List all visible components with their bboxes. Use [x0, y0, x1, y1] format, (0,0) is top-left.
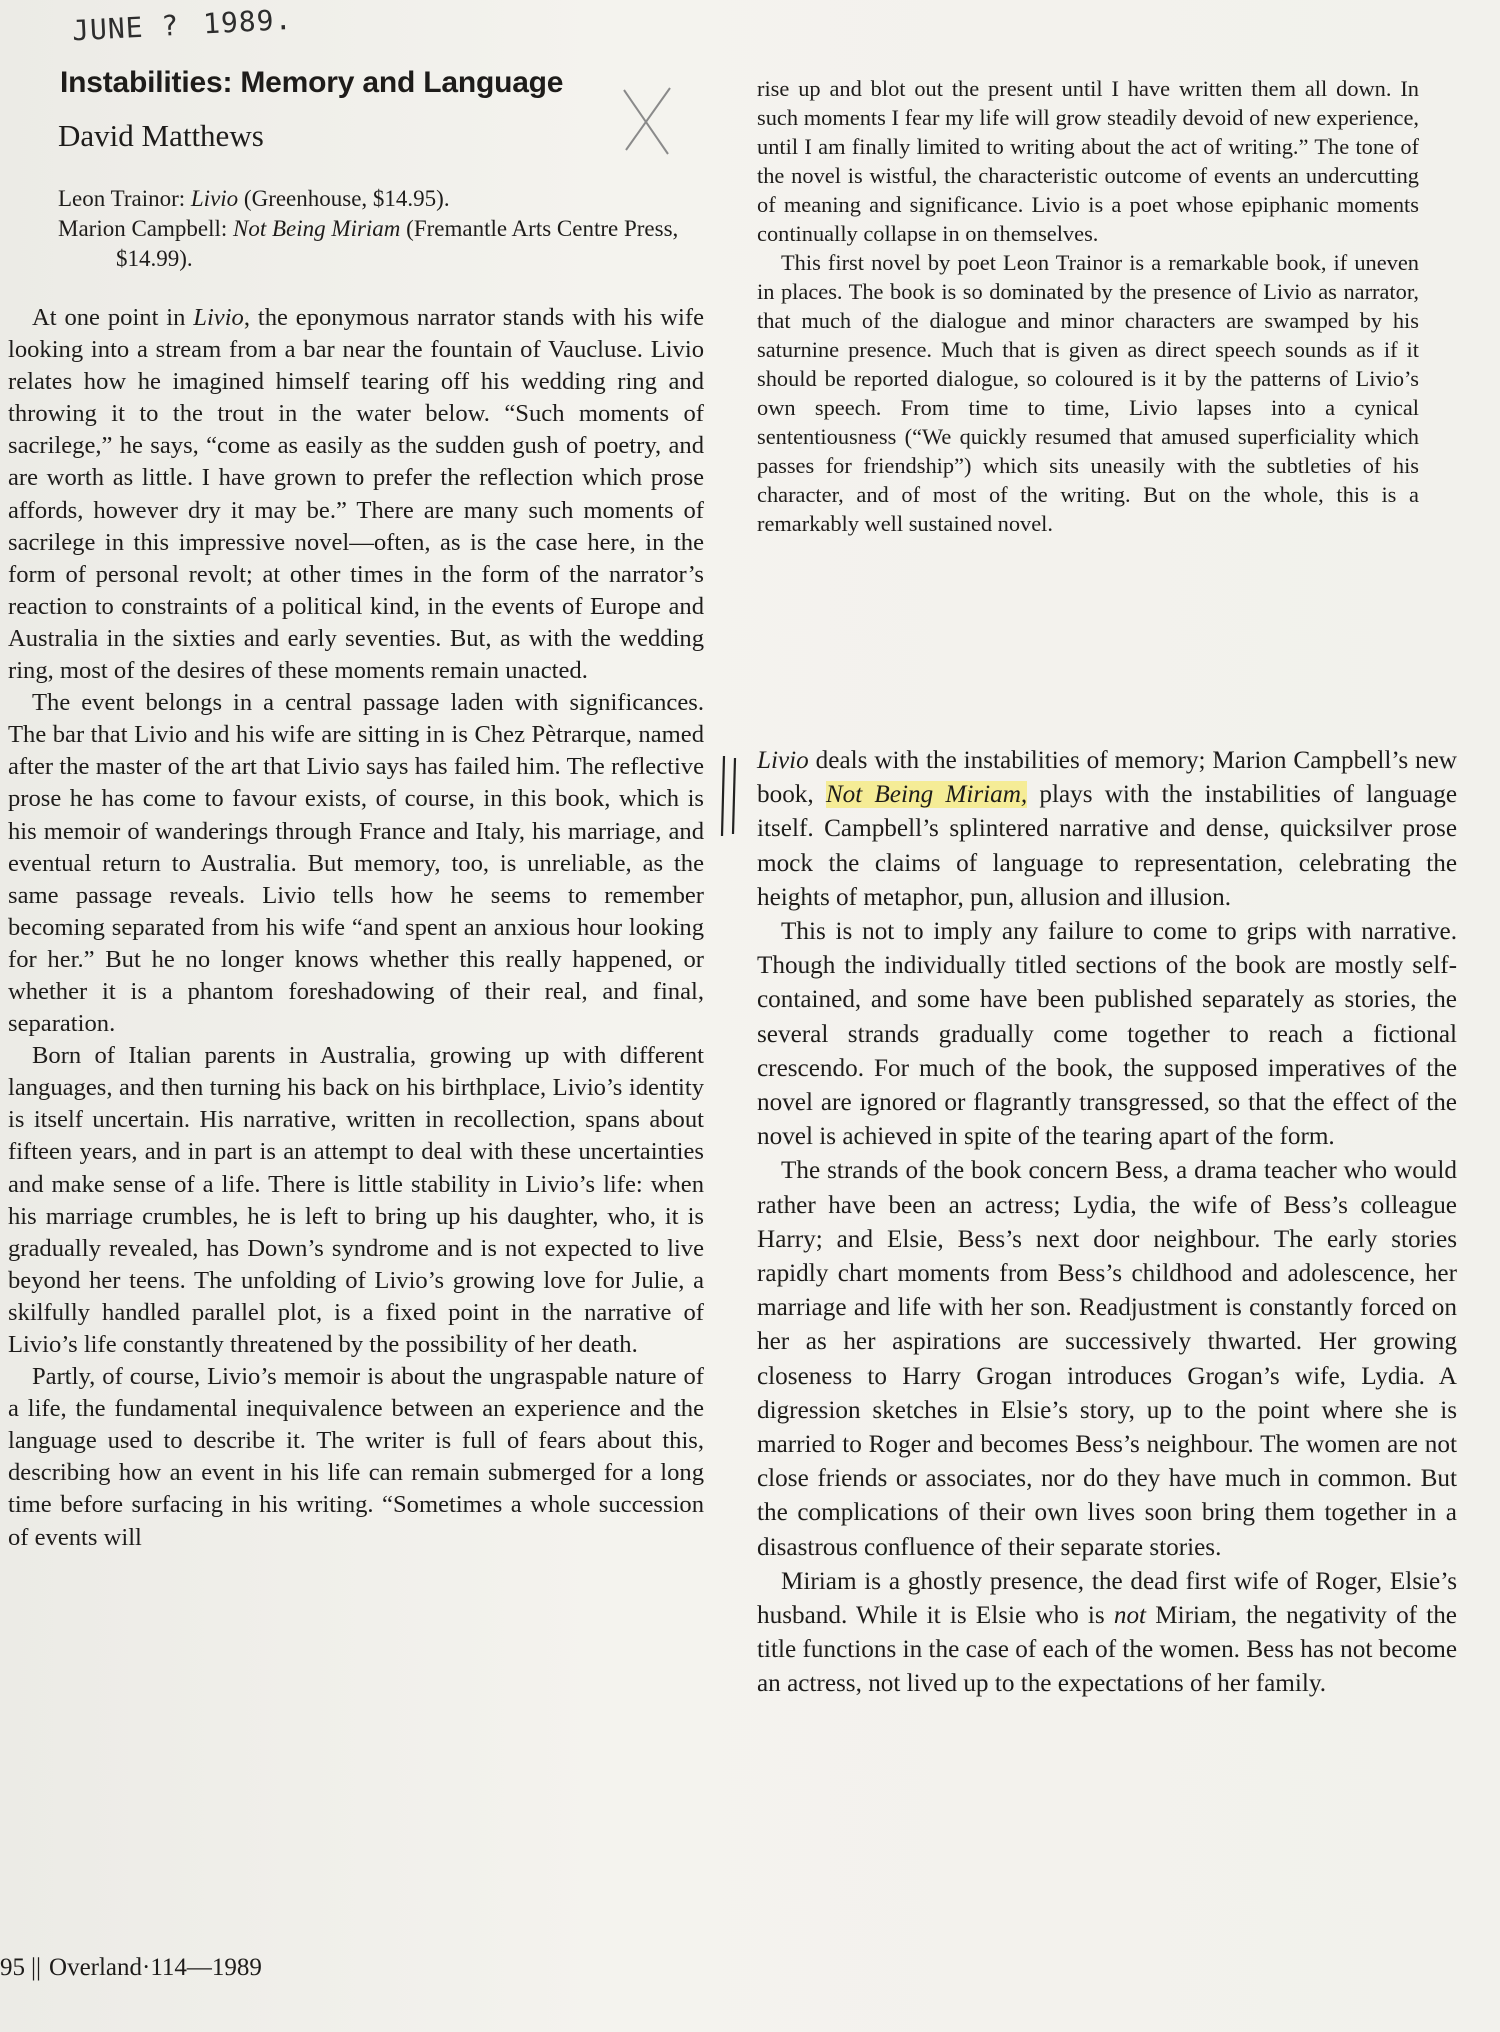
paragraph: This first novel by poet Leon Trainor is a remarkable book, if uneven in places. The book is so dominated by the presence of Livio as narrator, that much of the dialogue and minor characters are swamped by his saturnine presence. Much that is given as direct speech sounds as if it should be reported dialogue, so coloured is it by the patterns of Livio’s own speech. From time to time, Livio lapses into a cynical sententiousness (“We quickly resumed that amused superficiality which passes for friendship”) which sits uneasily with the subtleties of his character, and of most of the writing. But on the whole, this is a remarkably well sustained novel.	[757, 250, 1419, 536]
handwritten-margin-bars-icon	[718, 754, 742, 838]
journal-issue: Overland·114—1989	[49, 1954, 262, 1981]
paragraph: This is not to imply any failure to come to grips with narrative. Though the individually titled sections of the book are mostly self-contained, and some have been published separately as stories, the several strands gradually come together to reach a fictional crescendo. For much of the book, the supposed imperatives of the novel are ignored or flagrantly transgressed, so that the effect of the novel is achieved in spite of the tearing apart of the form.	[757, 918, 1457, 1151]
handwritten-year: 1989.	[202, 2, 294, 41]
footer-separator: ||	[31, 1954, 42, 1981]
book-entry	[58, 214, 718, 274]
reviewed-books-list	[58, 184, 718, 274]
page-footer	[0, 1954, 400, 1982]
book-details: (Fremantle Arts Centre Press, $14.99).	[116, 216, 679, 271]
highlighted-book-title: Not Being Miriam,	[825, 781, 1028, 809]
pencil-x-mark-icon	[618, 84, 674, 158]
handwritten-date-note	[71, 2, 317, 48]
article-title: Instabilities: Memory and Language	[60, 66, 564, 99]
paragraph: Born of Italian parents in Australia, growing up with different languages, and then turning his back on his birthplace, Livio’s identity is itself uncertain. His narrative, written in recollection, spans about fifteen years, and in part is an attempt to deal with these uncertainties and make sense of a life. There is little stability in Livio’s life: when his marriage crumbles, he is left to bring up his daughter, who, it is gradually revealed, has Down’s syndrome and is not expected to live beyond her teens. The unfolding of Livio’s growing love for Julie, a skilfully handled parallel plot, is a fixed point in the narrative of Livio’s life constantly threatened by the possibility of her death.	[8, 1042, 704, 1358]
book-author: Marion Campbell:	[58, 216, 228, 241]
left-column	[8, 302, 704, 1554]
paragraph: Partly, of course, Livio’s memoir is about the ungraspable nature of a life, the fundamental inequivalence between an experience and the language used to describe it. The writer is full of fears about this, describing how an event in his life can remain submerged for a long time before surfacing in his writing. “Sometimes a whole succession of events will	[8, 1363, 704, 1551]
handwritten-month: JUNE ?	[71, 8, 181, 48]
right-column-bottom	[757, 744, 1457, 1702]
book-title: Not Being Miriam	[233, 216, 401, 241]
paragraph: rise up and blot out the present until I have written them all down. In such moments I fear my life will grow steadily devoid of new experience, until I am finally limited to writing about the act of writing.” The tone of the novel is wistful, the characteristic outcome of events an undercutting of meaning and significance. Livio is a poet whose epiphanic moments continually collapse in on themselves.	[757, 76, 1419, 246]
book-details: (Greenhouse, $14.95).	[243, 186, 450, 211]
paragraph: At one point in Livio, the eponymous narrator stands with his wife looking into a stream from a bar near the fountain of Vaucluse. Livio relates how he imagined himself tearing off his wedding ring and throwing it to the trout in the water below. “Such moments of sacrilege,” he says, “come as easily as the sudden gush of poetry, and are worth as little. I have grown to prefer the reflection which prose affords, however dry it may be.” There are many such moments of sacrilege in this impressive novel—often, as is the case here, in the form of personal revolt; at other times in the form of the narrator’s reaction to constraints of a political kind, in the events of Europe and Australia in the sixties and early seventies. But, as with the wedding ring, most of the desires of these moments remain unacted.	[8, 304, 704, 685]
paragraph: Livio deals with the instabilities of memory; Marion Campbell’s new book, Not Being Miriam, plays with the instabilities of language itself. Campbell’s splintered narrative and dense, quicksilver prose mock the claims of language to representation, celebrating the heights of metaphor, pun, allusion and illusion.	[757, 747, 1458, 911]
book-title: Livio	[190, 186, 239, 211]
page-number: 95	[0, 1954, 25, 1981]
paragraph: The event belongs in a central passage laden with significances. The bar that Livio and his wife are sitting in is Chez Pètrarque, named after the master of the art that Livio says has failed him. The reflective prose he has come to favour exists, of course, in this book, which is his memoir of wanderings through France and Italy, his marriage, and eventual return to Australia. But memory, too, is unreliable, as the same passage reveals. Livio tells how he seems to remember becoming separated from his wife “and spent an anxious hour looking for her.” But he no longer knows whether this really happened, or whether it is a phantom foreshadowing of their real, and final, separation.	[8, 689, 704, 1038]
paragraph: The strands of the book concern Bess, a drama teacher who would rather have been an actress; Lydia, the wife of Bess’s colleague Harry; and Elsie, Bess’s next door neighbour. The early stories rapidly chart moments from Bess’s childhood and adolescence, her marriage and life with her son. Readjustment is constantly forced on her as her aspirations are successively thwarted. Her growing closeness to Harry Grogan introduces Grogan’s wife, Lydia. A digression sketches in Elsie’s story, up to the point where she is married to Roger and becomes Bess’s neighbour. The women are not close friends or associates, nor do they have much in common. But the complications of their own lives soon bring them together in a disastrous confluence of their separate stories.	[757, 1157, 1457, 1561]
paragraph: Miriam is a ghostly presence, the dead first wife of Roger, Elsie’s husband. While it is Elsie who is not Miriam, the negativity of the title functions in the case of each of the women. Bess has not become an actress, not lived up to the expectations of her family.	[757, 1567, 1457, 1698]
right-column-top	[757, 74, 1419, 538]
book-author: Leon Trainor:	[58, 186, 186, 211]
article-author: David Matthews	[58, 118, 264, 153]
book-entry	[58, 184, 718, 214]
